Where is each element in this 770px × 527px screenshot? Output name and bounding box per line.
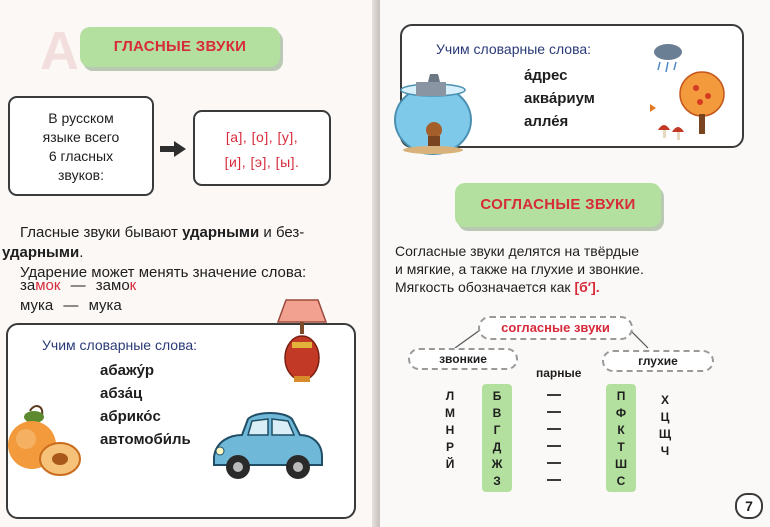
vowels-title: ГЛАСНЫЕ ЗВУКИ bbox=[80, 27, 280, 67]
soft-mark: [б′]. bbox=[574, 279, 600, 295]
rule-line: 6 гласных bbox=[48, 148, 114, 164]
pair-dash bbox=[547, 479, 561, 481]
rule-line: звуков: bbox=[58, 167, 104, 183]
vowels-row: [а], [о], [у], bbox=[225, 129, 299, 145]
pair-dash bbox=[547, 411, 561, 413]
vowels-rule-box bbox=[8, 96, 154, 196]
diagram-paired: парные bbox=[536, 366, 582, 380]
diagram-voiced: звонкие bbox=[408, 348, 518, 370]
vocab-title: Учим словарные слова: bbox=[436, 41, 592, 57]
car-icon bbox=[208, 405, 326, 485]
right-page bbox=[380, 0, 770, 527]
stress-examples bbox=[20, 276, 136, 316]
voiced-paired-column: Б В Г Д Ж З bbox=[491, 389, 503, 488]
lamp-icon bbox=[272, 296, 332, 386]
consonants-paragraph: Согласные звуки делятся на твёрдые и мягкие, а также на глухие и звонкие. Мягкость обозначается как [б′]. bbox=[395, 243, 644, 295]
rule-line: В русском bbox=[48, 110, 114, 126]
vocab-title: Учим словарные слова: bbox=[42, 337, 198, 353]
consonants-title: СОГЛАСНЫЕ ЗВУКИ bbox=[455, 183, 661, 227]
pair-dash bbox=[547, 428, 561, 430]
voiceless-unpaired-column: Х Ц Щ Ч bbox=[658, 393, 672, 458]
stress-paragraph: Гласные звуки бывают ударными и без- ударными. bbox=[2, 224, 305, 261]
example-line: замок — замок bbox=[20, 277, 137, 294]
rule-line: языке всего bbox=[42, 129, 120, 145]
pair-dash bbox=[547, 445, 561, 447]
stress-meaning-text: Ударение может менять значение слова: bbox=[20, 264, 307, 281]
vocab-word: аква́риум bbox=[524, 90, 595, 107]
vocab-word: а́дрес bbox=[524, 67, 568, 84]
pair-dash bbox=[547, 394, 561, 396]
vocab-word: абза́ц bbox=[100, 385, 143, 402]
vowels-row: [и], [э], [ы]. bbox=[224, 154, 300, 170]
page-number: 7 bbox=[735, 493, 763, 519]
example-line: мука — мука bbox=[20, 297, 122, 314]
left-page: А ГЛАСНЫЕ ЗВУКИ В русском языке всего 6 гласных звуков: [а], [о], [у], [и], [э], [ы]. Гласные звуки бывают ударными и без- ударными. Ударение может менять значение слова: замок — замок мука — мука Учим словарные слова: абажу́р абза́ц абрико́с автомоби́ль bbox=[0, 0, 378, 527]
vowels-list-box bbox=[193, 110, 331, 186]
diagram-voiceless: глухие bbox=[602, 350, 714, 372]
vocab-word: алле́я bbox=[524, 113, 569, 130]
right-arrow-icon bbox=[160, 144, 186, 154]
vocab-word: автомоби́ль bbox=[100, 431, 191, 448]
vocab-word-list bbox=[100, 359, 191, 451]
vocab-word: абрико́с bbox=[100, 408, 161, 425]
pair-dash bbox=[547, 462, 561, 464]
voiced-unpaired-column: Л М Н Р Й bbox=[445, 389, 455, 471]
vocab-word: абажу́р bbox=[100, 362, 155, 379]
voiceless-paired-column: П Ф К Т Ш С bbox=[614, 389, 628, 488]
peach-icon bbox=[4, 405, 84, 480]
diagram-lines bbox=[380, 0, 770, 527]
diagram-root: согласные звуки bbox=[478, 316, 633, 340]
